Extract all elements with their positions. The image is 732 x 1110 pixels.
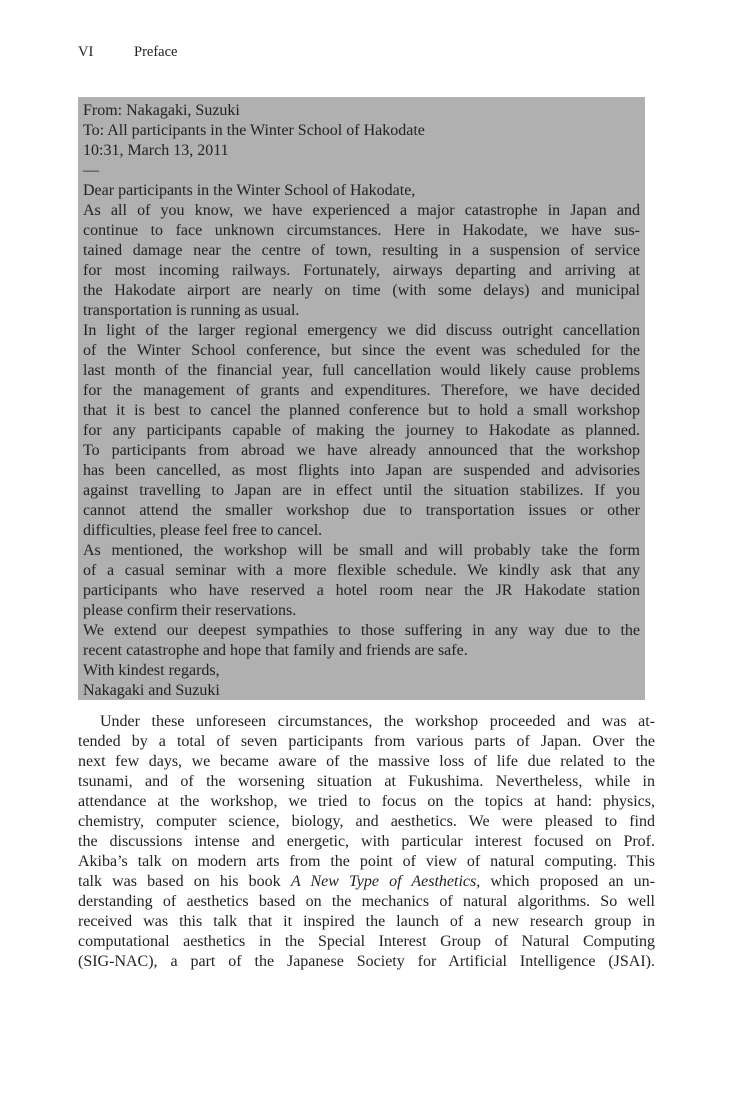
text-line: for the management of grants and expenditures. Therefore, we have decided <box>83 382 640 399</box>
text-line: — <box>83 162 99 179</box>
text-line: attendance at the workshop, we tried to focus on the topics at hand: physics, <box>78 793 655 810</box>
text-line: talk was based on his book A New Type of Aesthetics, which proposed an un- <box>78 873 656 890</box>
text-line: We extend our deepest sympathies to those suffering in any way due to the <box>83 622 640 639</box>
text-line: has been cancelled, as most flights into Japan are suspended and advisories <box>83 462 640 479</box>
text-line: (SIG-NAC), a part of the Japanese Society for Artificial Intelligence (JSAI). <box>78 953 655 970</box>
text-line: continue to face unknown circumstances. Here in Hakodate, we have sus- <box>83 222 640 239</box>
text-line: cannot attend the smaller workshop due to transportation issues or other <box>83 502 640 519</box>
text-line: tained damage near the centre of town, resulting in a suspension of service <box>83 242 640 259</box>
page-number: VI <box>78 44 94 60</box>
text-line: Nakagaki and Suzuki <box>83 682 220 699</box>
text-line: last month of the financial year, full cancellation would likely cause problems <box>83 362 640 379</box>
text-line: computational aesthetics in the Special Interest Group of Natural Computing <box>78 933 655 950</box>
text-line: for any participants capable of making the journey to Hakodate as planned. <box>83 422 640 439</box>
text-line: tsunami, and of the worsening situation at Fukushima. Nevertheless, while in <box>78 773 655 790</box>
text-line: transportation is running as usual. <box>83 302 300 319</box>
text-line: As mentioned, the workshop will be small and will probably take the form <box>83 542 640 559</box>
text-line: To: All participants in the Winter School of Hakodate <box>83 122 425 139</box>
text-line: To participants from abroad we have already announced that the workshop <box>83 442 640 459</box>
text-line: received was this talk that it inspired the launch of a new research group in <box>78 913 655 930</box>
running-header: Preface <box>134 44 178 60</box>
text-line: the discussions intense and energetic, with particular interest focused on Prof. <box>78 833 655 850</box>
body-paragraph <box>78 712 655 972</box>
email-quote-box <box>78 97 645 700</box>
text-line: for most incoming railways. Fortunately, airways departing and arriving at <box>83 262 640 279</box>
text-line: please confirm their reservations. <box>83 602 297 619</box>
text-line: of the Winter School conference, but since the event was scheduled for the <box>83 342 640 359</box>
text-line: recent catastrophe and hope that family and friends are safe. <box>83 642 468 659</box>
text-line: derstanding of aesthetics based on the mechanics of natural algorithms. So well <box>78 893 655 910</box>
text-line: against travelling to Japan are in effect until the situation stabilizes. If you <box>83 482 640 499</box>
text-line: that it is best to cancel the planned conference but to hold a small workshop <box>83 402 640 419</box>
text-line: of a casual seminar with a more flexible schedule. We kindly ask that any <box>83 562 640 579</box>
text-line: Akiba’s talk on modern arts from the point of view of natural computing. This <box>78 853 655 870</box>
text-line: tended by a total of seven participants from various parts of Japan. Over the <box>78 733 655 750</box>
text-line: difficulties, please feel free to cancel. <box>83 522 323 539</box>
text-line: With kindest regards, <box>83 662 220 679</box>
text-line: From: Nakagaki, Suzuki <box>83 102 240 119</box>
book-title: A New Type of Aesthetics, <box>290 873 481 890</box>
text-line: chemistry, computer science, biology, and aesthetics. We were pleased to find <box>78 813 655 830</box>
text-line: participants who have reserved a hotel room near the JR Hakodate station <box>83 582 640 599</box>
text-line: the Hakodate airport are nearly on time (with some delays) and municipal <box>83 282 640 299</box>
text-line: 10:31, March 13, 2011 <box>83 142 229 159</box>
text-line: In light of the larger regional emergency we did discuss outright cancellation <box>83 322 640 339</box>
text-line: As all of you know, we have experienced a major catastrophe in Japan and <box>83 202 640 219</box>
text-line: Under these unforeseen circumstances, the workshop proceeded and was at- <box>100 713 655 730</box>
text-line: Dear participants in the Winter School of Hakodate, <box>83 182 416 199</box>
text-line: next few days, we became aware of the massive loss of life due related to the <box>78 753 655 770</box>
